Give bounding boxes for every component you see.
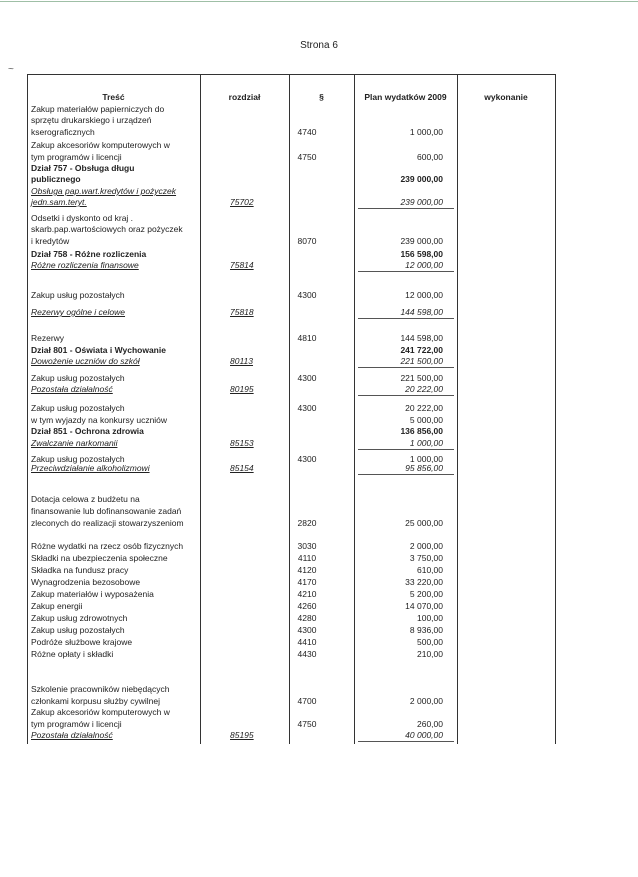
table-left-border [27, 74, 28, 744]
row-description: Zakup usług pozostałych [31, 454, 125, 464]
table-right-border [555, 74, 556, 744]
row-description: zleconych do realizacji stowarzyszeniom [31, 518, 184, 528]
row-plan-amount: 610,00 [417, 565, 443, 575]
amount-underline [358, 208, 454, 209]
row-paragraf: 4300 [297, 454, 317, 464]
header-rozdzial: rozdział [228, 92, 261, 102]
row-plan-amount: 12 000,00 [405, 290, 443, 300]
row-paragraf: 4700 [297, 696, 317, 706]
row-plan-amount: 221 500,00 [400, 373, 443, 383]
header-plan: Plan wydatków 2009 [364, 92, 447, 102]
row-rozdzial: 75818 [230, 307, 254, 317]
amount-underline [358, 318, 454, 319]
row-plan-amount: 100,00 [417, 613, 443, 623]
row-plan-amount: 239 000,00 [400, 197, 443, 207]
row-description: Pozostała działalność [31, 384, 113, 394]
row-plan-amount: 25 000,00 [405, 518, 443, 528]
row-description: sprzętu drukarskiego i urządzeń [31, 115, 152, 125]
row-paragraf: 4300 [297, 290, 317, 300]
amount-underline [358, 741, 454, 742]
row-paragraf: 4810 [297, 333, 317, 343]
row-description: Podróże służbowe krajowe [31, 637, 133, 647]
row-plan-amount: 12 000,00 [405, 260, 443, 270]
row-description: Zakup usług zdrowotnych [31, 613, 128, 623]
row-description: tym programów i licencji [31, 152, 122, 162]
row-description: publicznego [31, 174, 81, 184]
row-paragraf: 2820 [297, 518, 317, 528]
row-plan-amount: 136 856,00 [400, 426, 443, 436]
header-tresc: Treść [102, 92, 125, 102]
row-rozdzial: 85195 [230, 730, 254, 740]
row-paragraf: 4750 [297, 152, 317, 162]
amount-underline [358, 271, 454, 272]
row-description: Przeciwdziałanie alkoholizmowi [31, 463, 150, 473]
row-description: Wynagrodzenia bezosobowe [31, 577, 141, 587]
row-description: Składka na fundusz pracy [31, 565, 129, 575]
row-paragraf: 8070 [297, 236, 317, 246]
row-plan-amount: 5 200,00 [409, 589, 443, 599]
row-paragraf: 4430 [297, 649, 317, 659]
row-plan-amount: 144 598,00 [400, 333, 443, 343]
row-plan-amount: 5 000,00 [409, 415, 443, 425]
row-description: Zakup usług pozostałych [31, 403, 125, 413]
row-plan-amount: 8 936,00 [409, 625, 443, 635]
row-plan-amount: 239 000,00 [400, 174, 443, 184]
row-description: Zakup akcesoriów komputerowych w [31, 140, 170, 150]
row-paragraf: 4280 [297, 613, 317, 623]
row-description: Różne opłaty i składki [31, 649, 114, 659]
header-wykonanie: wykonanie [484, 92, 528, 102]
row-plan-amount: 14 070,00 [405, 601, 443, 611]
row-paragraf: 4120 [297, 565, 317, 575]
row-plan-amount: 144 598,00 [400, 307, 443, 317]
row-description: Szkolenie pracowników niebędących [31, 684, 170, 694]
row-plan-amount: 500,00 [417, 637, 443, 647]
row-paragraf: 4170 [297, 577, 317, 587]
row-description: Rezerwy [31, 333, 65, 343]
row-description: Zakup usług pozostałych [31, 373, 125, 383]
row-description: Zakup materiałów papierniczych do [31, 104, 165, 114]
row-description: Dział 758 - Różne rozliczenia [31, 249, 147, 259]
row-description: Zakup usług pozostałych [31, 290, 125, 300]
amount-underline [358, 395, 454, 396]
row-description: finansowanie lub dofinansowanie zadań [31, 506, 182, 516]
amount-underline [358, 474, 454, 475]
row-description: Zakup energii [31, 601, 83, 611]
row-rozdzial: 75814 [230, 260, 254, 270]
row-paragraf: 3030 [297, 541, 317, 551]
row-paragraf: 4300 [297, 625, 317, 635]
page-number: Strona 6 [300, 40, 338, 51]
row-description: Dotacja celowa z budżetu na [31, 494, 140, 504]
row-description: Dział 801 - Oświata i Wychowanie [31, 345, 166, 355]
row-rozdzial: 75702 [230, 197, 254, 207]
corner-mark: ~ [8, 64, 14, 75]
row-plan-amount: 260,00 [417, 719, 443, 729]
column-divider [457, 74, 458, 744]
row-plan-amount: 1 000,00 [409, 438, 443, 448]
row-description: skarb.pap.wartościowych oraz pożyczek [31, 224, 183, 234]
row-description: kserograficznych [31, 127, 95, 137]
row-paragraf: 4260 [297, 601, 317, 611]
row-paragraf: 4210 [297, 589, 317, 599]
row-rozdzial: 80195 [230, 384, 254, 394]
row-plan-amount: 33 220,00 [405, 577, 443, 587]
row-paragraf: 4740 [297, 127, 317, 137]
row-paragraf: 4110 [297, 553, 317, 563]
row-paragraf: 4300 [297, 403, 317, 413]
row-plan-amount: 241 722,00 [400, 345, 443, 355]
row-rozdzial: 85154 [230, 463, 254, 473]
row-plan-amount: 20 222,00 [405, 384, 443, 394]
row-description: Składki na ubezpieczenia społeczne [31, 553, 168, 563]
row-rozdzial: 80113 [230, 356, 254, 366]
row-description: Dowożenie uczniów do szkół [31, 356, 140, 366]
row-description: Odsetki i dyskonto od kraj . [31, 213, 134, 223]
row-plan-amount: 221 500,00 [400, 356, 443, 366]
amount-underline [358, 367, 454, 368]
row-description: Zakup materiałów i wyposażenia [31, 589, 154, 599]
column-divider [200, 74, 201, 744]
row-description: Zakup akcesoriów komputerowych w [31, 707, 170, 717]
row-plan-amount: 239 000,00 [400, 236, 443, 246]
row-paragraf: 4410 [297, 637, 317, 647]
row-plan-amount: 2 000,00 [409, 541, 443, 551]
row-description: Zakup usług pozostałych [31, 625, 125, 635]
row-description: Dział 757 - Obsługa długu [31, 163, 135, 173]
row-description: tym programów i licencji [31, 719, 122, 729]
row-description: Rezerwy ogólne i celowe [31, 307, 126, 317]
row-description: Dział 851 - Ochrona zdrowia [31, 426, 144, 436]
amount-underline [358, 449, 454, 450]
row-description: Różne wydatki na rzecz osób fizycznych [31, 541, 184, 551]
row-plan-amount: 20 222,00 [405, 403, 443, 413]
row-description: Pozostała działalność [31, 730, 113, 740]
row-plan-amount: 40 000,00 [405, 730, 443, 740]
row-paragraf: 4750 [297, 719, 317, 729]
row-rozdzial: 85153 [230, 438, 254, 448]
row-plan-amount: 1 000,00 [409, 454, 443, 464]
row-description: w tym wyjazdy na konkursy uczniów [31, 415, 168, 425]
row-plan-amount: 600,00 [417, 152, 443, 162]
row-description: jedn.sam.teryt. [31, 197, 87, 207]
row-description: Obsługa pap.wart.kredytów i pożyczek [31, 186, 177, 196]
row-description: Zwalczanie narkomanii [31, 438, 118, 448]
row-description: Różne rozliczenia finansowe [31, 260, 139, 270]
row-paragraf: 4300 [297, 373, 317, 383]
top-edge-line [0, 1, 638, 2]
table-top-border [27, 74, 556, 75]
row-plan-amount: 1 000,00 [409, 127, 443, 137]
row-plan-amount: 156 598,00 [400, 249, 443, 259]
row-plan-amount: 2 000,00 [409, 696, 443, 706]
row-plan-amount: 3 750,00 [409, 553, 443, 563]
row-plan-amount: 95 856,00 [405, 463, 443, 473]
header-paragraf: § [319, 92, 324, 102]
row-description: członkami korpusu służby cywilnej [31, 696, 160, 706]
row-plan-amount: 210,00 [417, 649, 443, 659]
row-description: i kredytów [31, 236, 70, 246]
